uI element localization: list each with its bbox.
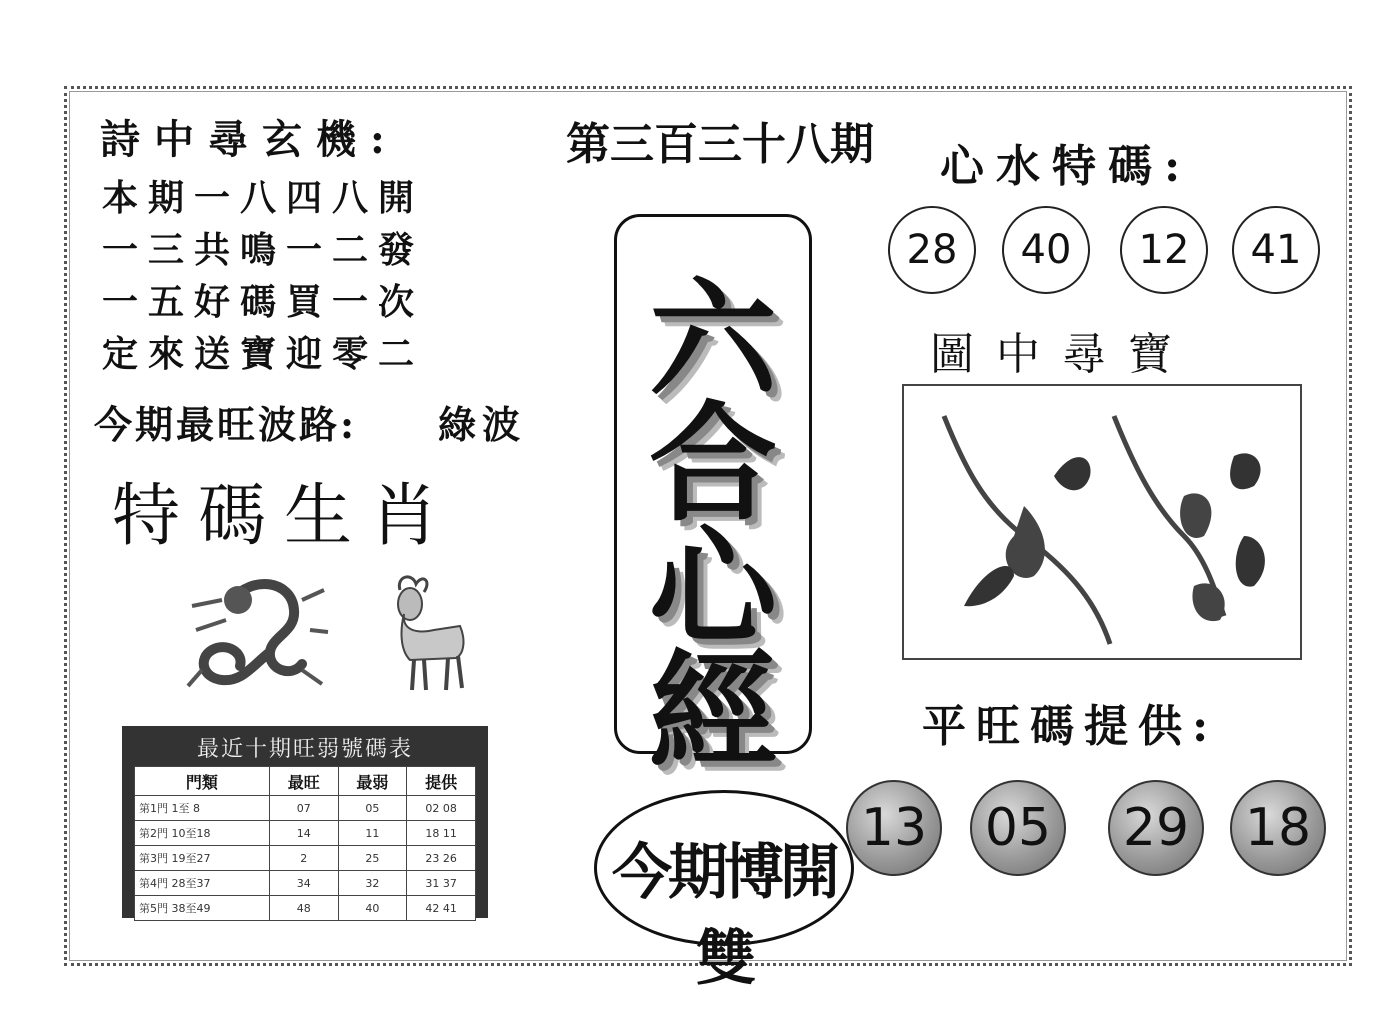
liuhe-emblem <box>614 214 812 787</box>
table-cell: 2 <box>269 846 338 871</box>
table-cell: 05 <box>338 796 407 821</box>
treasure-picture <box>902 384 1302 660</box>
table-cell: 第4門 28至37 <box>135 871 270 896</box>
number-ball: 18 <box>1230 780 1326 876</box>
zodiac-title: 特碼生肖 <box>112 477 457 556</box>
table-cell: 23 26 <box>407 846 476 871</box>
table-cell: 32 <box>338 871 407 896</box>
issue-title: 第三百三十八期 <box>566 119 874 170</box>
table-title: 最近十期旺弱號碼表 <box>196 737 413 762</box>
table-row <box>135 796 476 821</box>
table-row <box>135 896 476 921</box>
table-cell: 第2門 10至18 <box>135 821 270 846</box>
poem-line: 一五好碼買一次 <box>102 281 425 323</box>
table-cell: 02 08 <box>407 796 476 821</box>
table-cell: 34 <box>269 871 338 896</box>
dragon-icon <box>182 570 332 696</box>
emblem-char: 合 <box>648 389 777 539</box>
number-ball: 41 <box>1232 206 1320 294</box>
bet-text: 今期博開雙 <box>612 838 836 994</box>
table-cell: 07 <box>269 796 338 821</box>
hot-cold-table <box>122 726 488 918</box>
table-header: 最弱 <box>338 767 407 796</box>
emblem-char: 心 <box>648 513 777 663</box>
bet-oval <box>594 790 854 994</box>
number-ball: 40 <box>1002 206 1090 294</box>
number-ball: 28 <box>888 206 976 294</box>
poem-title: 詩中尋玄機: <box>100 116 399 163</box>
table-header-row <box>135 767 476 796</box>
number-ball: 12 <box>1120 206 1208 294</box>
insect-plant-icon <box>904 386 1300 658</box>
table-cell: 14 <box>269 821 338 846</box>
table-cell: 25 <box>338 846 407 871</box>
table-cell: 40 <box>338 896 407 921</box>
number-ball: 05 <box>970 780 1066 876</box>
table-header: 最旺 <box>269 767 338 796</box>
number-table <box>134 766 476 921</box>
number-ball: 29 <box>1108 780 1204 876</box>
table-cell: 42 41 <box>407 896 476 921</box>
table-cell: 11 <box>338 821 407 846</box>
table-cell: 第1門 1至 8 <box>135 796 270 821</box>
xinshui-title: 心水特碼: <box>940 141 1193 192</box>
poem-line: 本期一八四八開 <box>102 177 425 219</box>
table-cell: 18 11 <box>407 821 476 846</box>
table-row <box>135 871 476 896</box>
table-cell: 第3門 19至27 <box>135 846 270 871</box>
table-cell: 48 <box>269 896 338 921</box>
table-header: 門類 <box>135 767 270 796</box>
ping-wang-title: 平旺碼提供: <box>922 701 1219 752</box>
table-header: 提供 <box>407 767 476 796</box>
hot-wave-value: 綠波 <box>438 402 527 447</box>
table-cell: 31 37 <box>407 871 476 896</box>
table-row <box>135 821 476 846</box>
poem-line: 定來送寶迎零二 <box>102 333 425 375</box>
table-cell: 第5門 38至49 <box>135 896 270 921</box>
emblem-char: 經 <box>648 637 777 787</box>
treasure-title: 圖中尋寶 <box>930 329 1194 380</box>
goat-icon <box>386 570 470 694</box>
number-ball: 13 <box>846 780 942 876</box>
emblem-char: 六 <box>648 265 777 415</box>
hot-wave-label: 今期最旺波路: <box>94 402 358 447</box>
poem-line: 一三共鳴一二發 <box>102 229 425 271</box>
table-row <box>135 846 476 871</box>
